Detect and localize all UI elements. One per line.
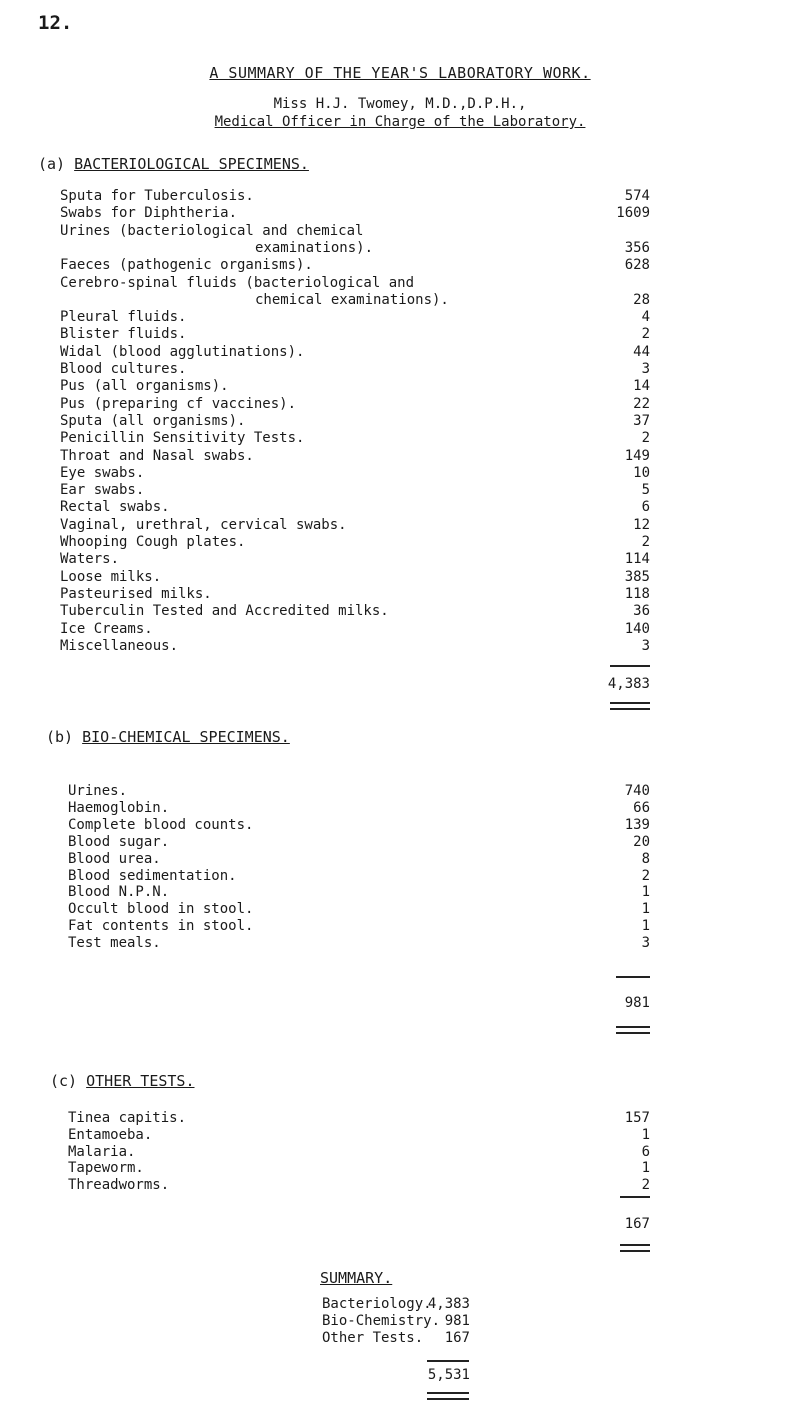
row-label: Eye swabs.	[60, 464, 145, 481]
table-row	[0, 1160, 800, 1178]
summary-row-label: Bacteriology.	[322, 1296, 432, 1312]
table-row	[0, 326, 800, 344]
row-value: 157	[624, 1110, 650, 1126]
row-label: Tapeworm.	[68, 1160, 144, 1177]
section-b-prefix: (b)	[46, 728, 74, 746]
row-value: 3	[641, 637, 650, 654]
row-label: Whooping Cough plates.	[60, 534, 246, 550]
row-label: Blister fluids.	[60, 326, 187, 343]
row-value: 1	[641, 1160, 650, 1177]
row-value: 2	[641, 430, 650, 447]
section-c-total: 167	[624, 1216, 650, 1232]
section-a-total-rule	[610, 665, 650, 667]
table-row	[0, 884, 800, 902]
table-row	[0, 603, 800, 621]
section-b-heading	[46, 728, 290, 746]
section-c-total-rule	[620, 1196, 650, 1198]
table-row	[0, 551, 800, 569]
table-row	[0, 800, 800, 818]
row-value: 628	[624, 257, 650, 274]
table-row	[0, 205, 800, 223]
table-row	[0, 638, 800, 656]
table-row	[0, 361, 800, 379]
table-row	[0, 851, 800, 869]
row-value: 6	[641, 499, 650, 516]
row-label: Urines (bacteriological and chemical	[60, 222, 364, 239]
table-row	[0, 569, 800, 587]
row-label: Pus (all organisms).	[60, 378, 229, 395]
section-a-total: 4,383	[607, 676, 650, 692]
row-label: Widal (blood agglutinations).	[60, 343, 305, 360]
section-c-heading	[50, 1072, 195, 1090]
row-value: 5	[641, 482, 650, 499]
table-row	[0, 834, 800, 852]
row-value: 740	[624, 783, 650, 799]
row-value: 3	[641, 361, 650, 377]
row-label: Occult blood in stool.	[68, 901, 254, 918]
section-b-total: 981	[624, 995, 650, 1011]
row-value: 2	[641, 1177, 650, 1194]
table-row	[0, 344, 800, 362]
row-label: examinations).	[255, 239, 374, 256]
row-value: 22	[633, 395, 650, 412]
table-row	[0, 817, 800, 835]
table-row	[0, 1177, 800, 1195]
row-value: 1	[641, 918, 650, 935]
row-value: 149	[624, 447, 650, 464]
row-value: 1	[641, 1126, 650, 1143]
section-a-title: BACTERIOLOGICAL SPECIMENS.	[74, 155, 309, 173]
summary-total: 5,531	[427, 1367, 470, 1383]
table-row	[0, 448, 800, 466]
summary-row-value: 981	[444, 1313, 470, 1329]
row-label: Penicillin Sensitivity Tests.	[60, 430, 305, 447]
summary-heading: SUMMARY.	[320, 1269, 393, 1287]
table-row	[0, 517, 800, 535]
row-label: Blood sugar.	[68, 833, 170, 850]
section-b-total-rule	[616, 976, 650, 978]
table-row	[0, 901, 800, 919]
row-value: 4	[641, 309, 650, 326]
row-value: 10	[633, 464, 650, 481]
row-label: Sputa (all organisms).	[60, 412, 246, 429]
row-value: 14	[633, 378, 650, 395]
row-value: 1609	[616, 205, 650, 222]
table-row	[0, 292, 800, 310]
table-row	[0, 240, 800, 258]
section-c-double-rule	[620, 1244, 650, 1252]
row-label: Cerebro-spinal fluids (bacteriological and	[60, 274, 415, 291]
section-c-prefix: (c)	[50, 1072, 78, 1090]
table-row	[0, 188, 800, 206]
row-value: 140	[624, 620, 650, 637]
row-label: Pasteurised milks.	[60, 585, 212, 602]
table-row	[0, 465, 800, 483]
summary-total-rule	[427, 1360, 469, 1362]
row-value: 2	[641, 326, 650, 343]
section-c-title: OTHER TESTS.	[86, 1072, 195, 1090]
row-value: 28	[633, 291, 650, 308]
section-a-prefix: (a)	[38, 155, 66, 173]
table-row	[0, 275, 800, 293]
page-number: 12.	[38, 12, 73, 34]
table-row	[0, 1127, 800, 1145]
row-label: Threadworms.	[68, 1177, 170, 1194]
author-role: Medical Officer in Charge of the Laboratory.	[214, 114, 586, 130]
row-value: 1	[641, 884, 650, 901]
section-b-title: BIO-CHEMICAL SPECIMENS.	[82, 728, 290, 746]
row-label: Blood urea.	[68, 850, 161, 867]
row-value: 12	[633, 516, 650, 533]
row-value: 574	[624, 188, 650, 204]
table-row	[0, 783, 800, 801]
row-value: 118	[624, 585, 650, 602]
row-value: 1	[641, 901, 650, 918]
row-label: Throat and Nasal swabs.	[60, 447, 254, 464]
row-label: Vaginal, urethral, cervical swabs.	[60, 516, 347, 533]
row-label: Ice Creams.	[60, 620, 153, 637]
row-label: Entamoeba.	[68, 1126, 153, 1143]
row-label: Blood cultures.	[60, 361, 187, 377]
row-value: 2	[641, 534, 650, 550]
table-row	[0, 257, 800, 275]
row-label: Blood N.P.N.	[68, 884, 170, 901]
table-row	[0, 396, 800, 414]
row-value: 37	[633, 412, 650, 429]
row-label: Rectal swabs.	[60, 499, 170, 516]
table-row	[0, 868, 800, 886]
table-row	[0, 935, 800, 953]
row-value: 3	[641, 935, 650, 952]
summary-row-value: 167	[444, 1330, 470, 1346]
row-value: 356	[624, 239, 650, 256]
summary-double-rule	[427, 1392, 469, 1400]
row-label: chemical examinations).	[255, 291, 449, 308]
row-value: 44	[633, 343, 650, 360]
row-label: Ear swabs.	[60, 482, 145, 499]
table-row	[0, 223, 800, 241]
table-row	[0, 534, 800, 552]
section-a-double-rule	[610, 702, 650, 710]
row-label: Pleural fluids.	[60, 309, 187, 326]
row-label: Waters.	[60, 551, 120, 568]
row-label: Fat contents in stool.	[68, 918, 254, 935]
table-row	[0, 918, 800, 936]
summary-row-label: Other Tests.	[322, 1330, 424, 1346]
table-row	[0, 1110, 800, 1128]
summary-row-label: Bio-Chemistry.	[322, 1313, 441, 1329]
section-b-double-rule	[616, 1026, 650, 1034]
row-value: 8	[641, 850, 650, 867]
row-label: Urines.	[68, 783, 128, 799]
row-label: Test meals.	[68, 935, 161, 952]
row-label: Haemoglobin.	[68, 799, 170, 816]
row-label: Faeces (pathogenic organisms).	[60, 257, 313, 274]
row-value: 2	[641, 867, 650, 884]
table-row	[0, 413, 800, 431]
row-label: Tinea capitis.	[68, 1110, 187, 1126]
row-value: 6	[641, 1143, 650, 1160]
table-row	[0, 621, 800, 639]
section-a-heading	[38, 155, 309, 173]
table-row	[0, 1144, 800, 1162]
table-row	[0, 309, 800, 327]
row-label: Swabs for Diphtheria.	[60, 205, 238, 222]
table-row	[0, 586, 800, 604]
row-label: Loose milks.	[60, 568, 162, 585]
summary-row-value: 4,383	[427, 1296, 470, 1312]
row-value: 114	[624, 551, 650, 568]
table-row	[0, 499, 800, 517]
row-label: Complete blood counts.	[68, 816, 254, 833]
table-row	[0, 430, 800, 448]
row-label: Blood sedimentation.	[68, 867, 237, 884]
row-value: 139	[624, 816, 650, 833]
row-value: 385	[624, 568, 650, 585]
row-label: Pus (preparing cf vaccines).	[60, 395, 297, 412]
table-row	[0, 482, 800, 500]
row-value: 66	[633, 799, 650, 816]
row-label: Tuberculin Tested and Accredited milks.	[60, 603, 389, 620]
row-label: Miscellaneous.	[60, 637, 179, 654]
row-label: Sputa for Tuberculosis.	[60, 188, 254, 204]
row-value: 20	[633, 833, 650, 850]
row-value: 36	[633, 603, 650, 620]
page-title: A SUMMARY OF THE YEAR'S LABORATORY WORK.	[209, 64, 591, 82]
author-name: Miss H.J. Twomey, M.D.,D.P.H.,	[273, 96, 527, 112]
table-row	[0, 378, 800, 396]
row-label: Malaria.	[68, 1143, 136, 1160]
